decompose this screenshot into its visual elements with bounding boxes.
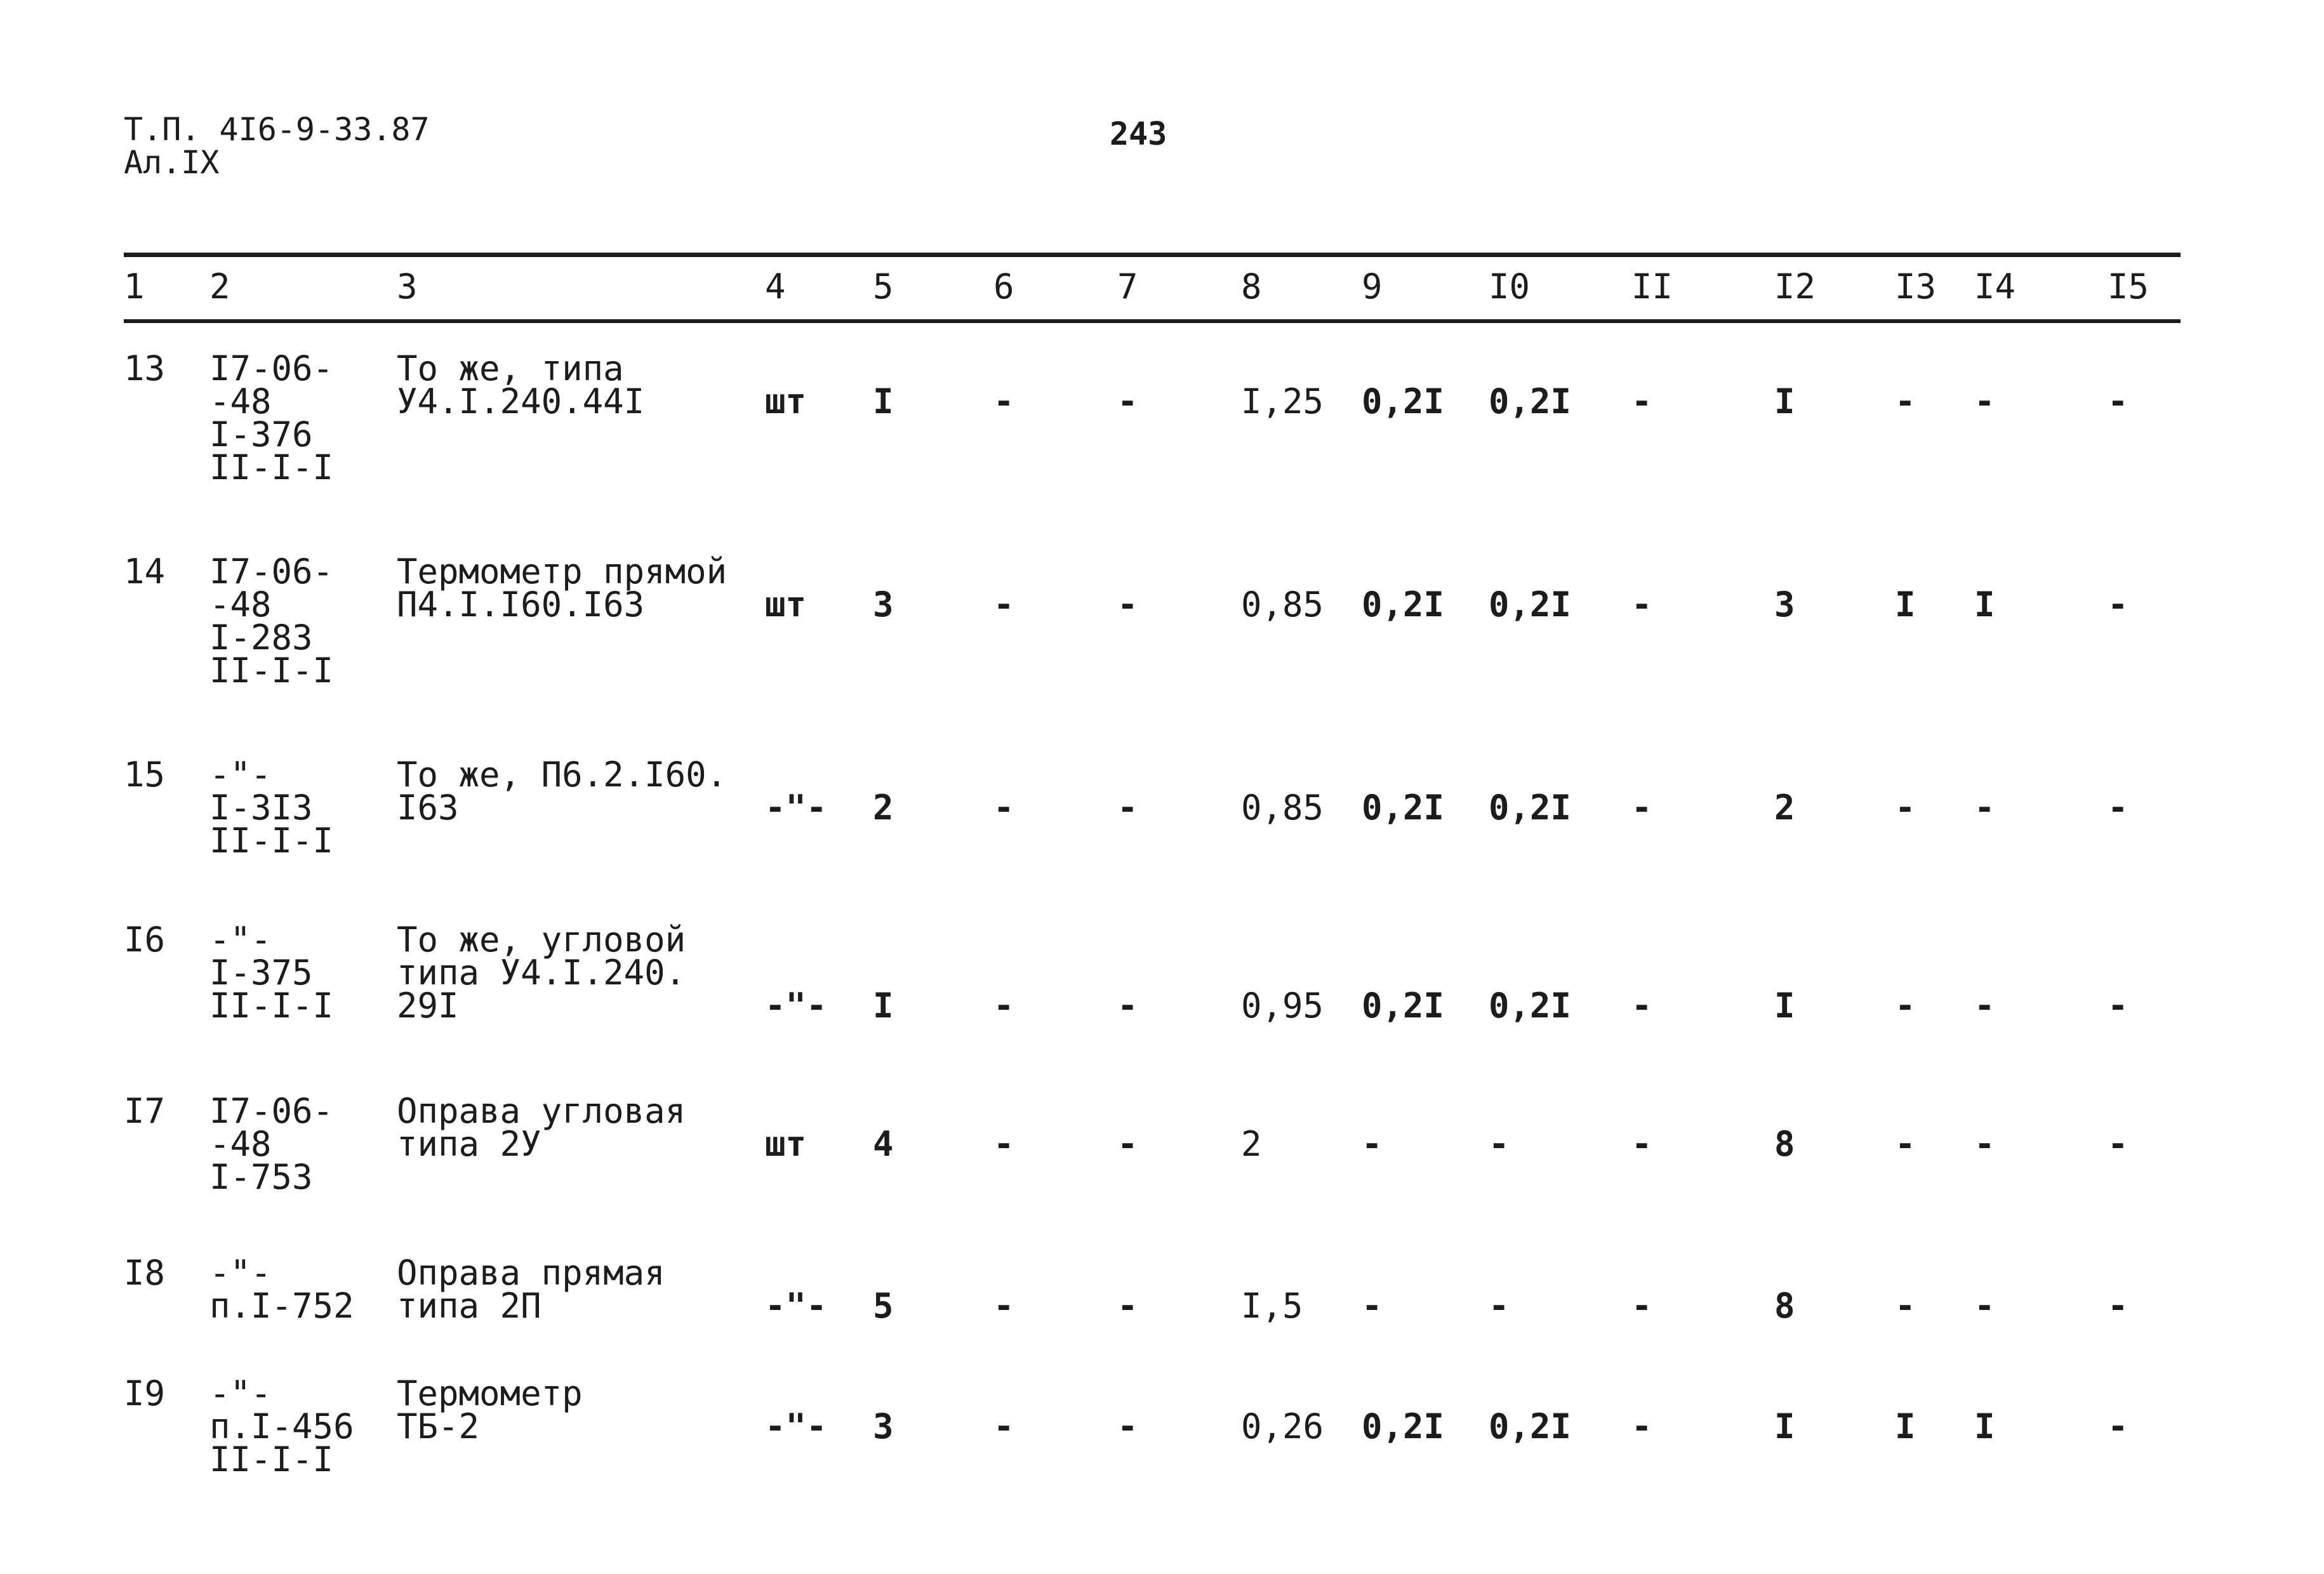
column-header-11: II — [1631, 267, 1673, 307]
code-line: п.I-456 — [209, 1406, 354, 1446]
row-value-cell: шт — [765, 585, 807, 625]
code-line: I-3I3 — [209, 788, 313, 828]
row-value-cell: -"- — [765, 986, 827, 1026]
row-value-cell: -"- — [765, 788, 827, 828]
row-value-cell: 4 — [873, 1124, 894, 1164]
row-code-cell — [209, 1253, 354, 1326]
row-value-cell: - — [1117, 1406, 1138, 1446]
name-line: Термометр прямой — [397, 552, 727, 592]
row-code-cell — [209, 755, 334, 861]
row-code-cell — [209, 1091, 334, 1197]
row-code-cell — [209, 552, 334, 691]
row-value-cell: 0,2I — [1362, 1406, 1445, 1446]
column-header-14: I4 — [1974, 267, 2016, 307]
row-value-cell: - — [1631, 1124, 1652, 1164]
row-value-cell: - — [1974, 1124, 1995, 1164]
row-value-cell: - — [1895, 381, 1916, 421]
name-line: Оправа угловая — [397, 1091, 686, 1131]
code-line: II-I-I — [209, 986, 334, 1026]
row-value-cell: - — [1362, 1124, 1383, 1164]
row-value-cell: - — [1631, 1406, 1652, 1446]
row-value-cell: 0,85 — [1241, 788, 1324, 828]
row-value-cell: 3 — [1774, 585, 1795, 625]
row-value-cell: - — [2108, 1124, 2128, 1164]
row-value-cell: - — [1631, 1286, 1652, 1326]
row-value-cell: 0,26 — [1241, 1406, 1324, 1446]
row-value-cell: 5 — [873, 1286, 894, 1326]
row-value-cell: I — [873, 986, 894, 1026]
row-value-cell: 2 — [873, 788, 894, 828]
row-value-cell: I — [1895, 585, 1916, 625]
code-line: II-I-I — [209, 447, 334, 487]
row-value-cell: 0,95 — [1241, 986, 1324, 1026]
row-value-cell: - — [2108, 1406, 2128, 1446]
name-line: У4.I.240.44I — [397, 381, 645, 421]
name-line: типа 2П — [397, 1286, 541, 1326]
row-name-cell — [397, 552, 727, 625]
row-value-cell: - — [1631, 585, 1652, 625]
row-value-cell: - — [993, 381, 1014, 421]
row-value-cell: I — [1974, 585, 1995, 625]
code-line: -48 — [209, 381, 272, 421]
row-value-cell: - — [993, 1406, 1014, 1446]
code-line: -48 — [209, 1124, 272, 1164]
name-line: Термометр — [397, 1373, 583, 1413]
column-header-6: 6 — [993, 267, 1014, 307]
row-value-cell: - — [993, 585, 1014, 625]
name-line: типа 2У — [397, 1124, 541, 1164]
row-value-cell: 0,85 — [1241, 585, 1324, 625]
row-value-cell: - — [1895, 788, 1916, 828]
name-line: То же, типа — [397, 348, 624, 388]
column-header-5: 5 — [873, 267, 894, 307]
row-value-cell: 0,2I — [1489, 788, 1572, 828]
row-value-cell: - — [1117, 986, 1138, 1026]
row-value-cell: - — [993, 788, 1014, 828]
code-line: I7-06- — [209, 552, 334, 592]
row-value-cell: - — [1117, 1124, 1138, 1164]
row-value-cell: - — [1895, 986, 1916, 1026]
row-value-cell: - — [1974, 788, 1995, 828]
code-line: I7-06- — [209, 1091, 334, 1131]
row-value-cell: I — [1974, 1406, 1995, 1446]
row-value-cell: 0,2I — [1489, 381, 1572, 421]
row-value-cell: I — [1774, 381, 1795, 421]
row-value-cell: 0,2I — [1489, 585, 1572, 625]
code-line: I7-06- — [209, 348, 334, 388]
row-value-cell: I — [873, 381, 894, 421]
name-line: I63 — [397, 788, 459, 828]
row-number-cell: 13 — [124, 348, 166, 388]
column-header-2: 2 — [209, 267, 230, 307]
row-value-cell: -"- — [765, 1286, 827, 1326]
column-header-7: 7 — [1117, 267, 1138, 307]
row-number-cell: 15 — [124, 755, 166, 795]
row-value-cell: - — [993, 1124, 1014, 1164]
name-line: типа У4.I.240. — [397, 953, 686, 993]
column-header-8: 8 — [1241, 267, 1262, 307]
row-value-cell: 0,2I — [1362, 381, 1445, 421]
row-number-cell: I8 — [124, 1253, 166, 1293]
row-value-cell: I — [1895, 1406, 1916, 1446]
row-value-cell: 3 — [873, 585, 894, 625]
row-value-cell: шт — [765, 1124, 807, 1164]
column-header-15: I5 — [2108, 267, 2149, 307]
row-value-cell: - — [1362, 1286, 1383, 1326]
column-header-13: I3 — [1895, 267, 1937, 307]
row-code-cell — [209, 920, 334, 1026]
row-value-cell: - — [1117, 381, 1138, 421]
row-number-cell: I7 — [124, 1091, 166, 1131]
code-line: п.I-752 — [209, 1286, 354, 1326]
row-name-cell — [397, 755, 727, 828]
code-line: I-376 — [209, 414, 313, 454]
document-header — [124, 113, 430, 179]
row-value-cell: - — [1489, 1286, 1510, 1326]
code-line: II-I-I — [209, 821, 334, 861]
row-value-cell: - — [1974, 381, 1995, 421]
row-value-cell: I,5 — [1241, 1286, 1303, 1326]
row-value-cell: шт — [765, 381, 807, 421]
code-line: -"- — [209, 1253, 272, 1293]
row-value-cell: I — [1774, 986, 1795, 1026]
row-number-cell: I9 — [124, 1373, 166, 1413]
row-value-cell: - — [993, 1286, 1014, 1326]
row-value-cell: - — [2108, 1286, 2128, 1326]
row-value-cell: - — [1631, 986, 1652, 1026]
row-value-cell: - — [2108, 986, 2128, 1026]
row-value-cell: - — [1117, 1286, 1138, 1326]
row-value-cell: - — [2108, 381, 2128, 421]
code-line: I-283 — [209, 618, 313, 658]
row-value-cell: - — [1895, 1124, 1916, 1164]
row-name-cell — [397, 1373, 583, 1446]
name-line: П4.I.I60.I63 — [397, 585, 645, 625]
name-line: 29I — [397, 986, 459, 1026]
row-value-cell: 8 — [1774, 1286, 1795, 1326]
row-value-cell: - — [1974, 986, 1995, 1026]
row-name-cell — [397, 920, 686, 1026]
row-name-cell — [397, 1253, 665, 1326]
row-value-cell: I — [1774, 1406, 1795, 1446]
page-number: 243 — [1110, 116, 1167, 152]
code-line: -48 — [209, 585, 272, 625]
row-value-cell: 0,2I — [1362, 986, 1445, 1026]
code-line: I-753 — [209, 1157, 313, 1197]
row-value-cell: - — [1631, 381, 1652, 421]
column-header-4: 4 — [765, 267, 786, 307]
row-value-cell: 0,2I — [1362, 585, 1445, 625]
column-header-12: I2 — [1774, 267, 1816, 307]
name-line: То же, угловой — [397, 920, 686, 960]
row-value-cell: 0,2I — [1489, 986, 1572, 1026]
code-line: II-I-I — [209, 1439, 334, 1479]
code-line: II-I-I — [209, 651, 334, 691]
table-top-rule — [124, 253, 2181, 257]
code-line: I-375 — [209, 953, 313, 993]
row-value-cell: - — [2108, 585, 2128, 625]
doc-code: Т.П. 4I6-9-33.87 — [124, 111, 430, 148]
row-value-cell: -"- — [765, 1406, 827, 1446]
row-name-cell — [397, 348, 645, 421]
row-number-cell: I6 — [124, 920, 166, 960]
row-code-cell — [209, 348, 334, 487]
row-name-cell — [397, 1091, 686, 1164]
code-line: -"- — [209, 1373, 272, 1413]
column-header-10: I0 — [1489, 267, 1531, 307]
album-label: Ал.IX — [124, 144, 220, 181]
row-value-cell: I,25 — [1241, 381, 1324, 421]
row-value-cell: - — [1117, 788, 1138, 828]
name-line: Оправа прямая — [397, 1253, 665, 1293]
row-value-cell: - — [993, 986, 1014, 1026]
row-value-cell: - — [1974, 1286, 1995, 1326]
name-line: ТБ-2 — [397, 1406, 480, 1446]
row-value-cell: - — [1117, 585, 1138, 625]
row-value-cell: 8 — [1774, 1124, 1795, 1164]
row-value-cell: 0,2I — [1362, 788, 1445, 828]
column-header-1: 1 — [124, 267, 145, 307]
row-value-cell: 2 — [1774, 788, 1795, 828]
row-code-cell — [209, 1373, 354, 1479]
row-value-cell: - — [2108, 788, 2128, 828]
table-header-rule — [124, 319, 2181, 323]
row-number-cell: 14 — [124, 552, 166, 592]
row-value-cell: 2 — [1241, 1124, 1262, 1164]
row-value-cell: 0,2I — [1489, 1406, 1572, 1446]
column-header-3: 3 — [397, 267, 418, 307]
code-line: -"- — [209, 920, 272, 960]
row-value-cell: - — [1631, 788, 1652, 828]
column-header-9: 9 — [1362, 267, 1383, 307]
row-value-cell: - — [1895, 1286, 1916, 1326]
name-line: То же, П6.2.I60. — [397, 755, 727, 795]
row-value-cell: - — [1489, 1124, 1510, 1164]
row-value-cell: 3 — [873, 1406, 894, 1446]
code-line: -"- — [209, 755, 272, 795]
